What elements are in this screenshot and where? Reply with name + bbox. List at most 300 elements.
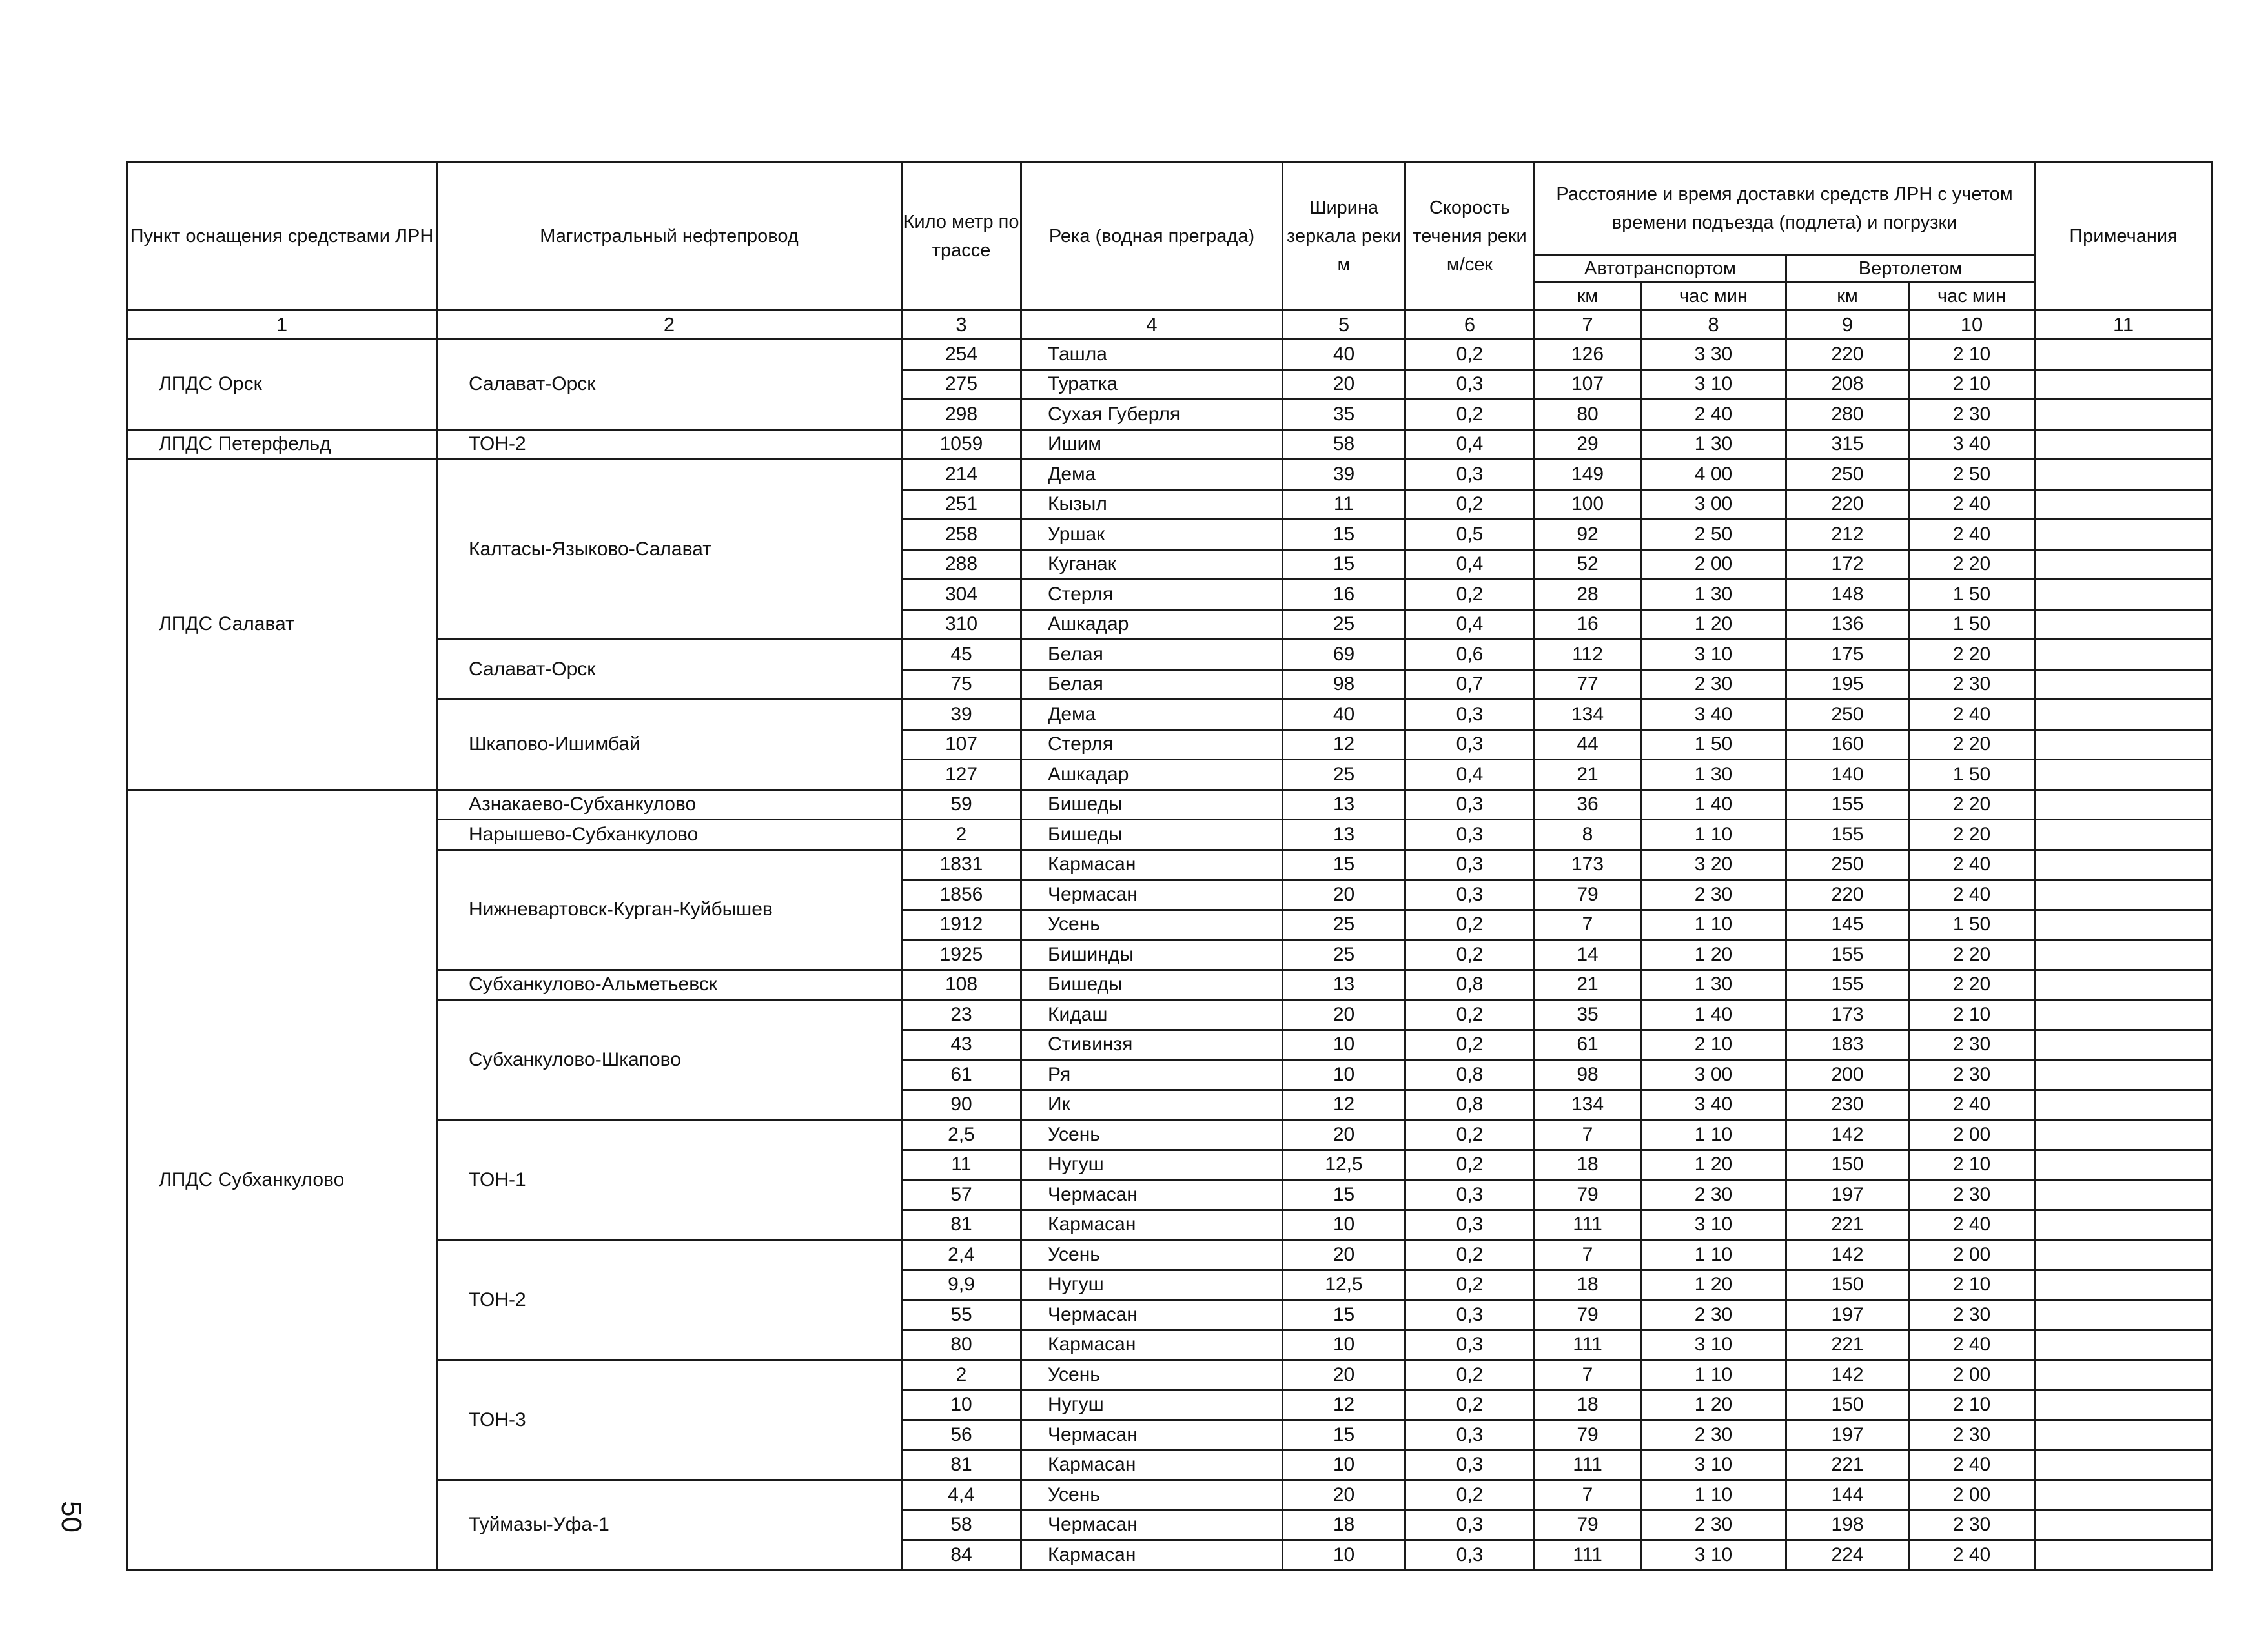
auto-time-cell: 1 40: [1641, 1000, 1786, 1030]
heli-time-cell: 2 10: [1909, 1150, 2035, 1180]
auto-time-cell: 2 30: [1641, 1510, 1786, 1540]
pipeline-cell: ТОН-3: [437, 1360, 902, 1480]
heli-km-cell: 150: [1786, 1150, 1909, 1180]
auto-km-cell: 134: [1535, 700, 1641, 730]
width-cell: 98: [1283, 669, 1405, 700]
heli-km-cell: 155: [1786, 789, 1909, 820]
width-cell: 69: [1283, 640, 1405, 670]
heli-time-cell: 2 40: [1909, 1450, 2035, 1480]
pipeline-cell: ТОН-2: [437, 429, 902, 460]
auto-km-cell: 18: [1535, 1150, 1641, 1180]
station-cell: ЛПДС Субханкулово: [127, 789, 437, 1570]
station-cell: ЛПДС Салават: [127, 460, 437, 790]
notes-cell: [2035, 1420, 2212, 1451]
auto-km-cell: 77: [1535, 669, 1641, 700]
auto-time-cell: 3 10: [1641, 369, 1786, 400]
km-cell: 2: [902, 1360, 1021, 1390]
speed-cell: 0,3: [1405, 789, 1535, 820]
auto-time-cell: 3 10: [1641, 640, 1786, 670]
heli-time-cell: 2 30: [1909, 1180, 2035, 1210]
speed-cell: 0,4: [1405, 429, 1535, 460]
speed-cell: 0,2: [1405, 1270, 1535, 1300]
width-cell: 13: [1283, 970, 1405, 1000]
auto-time-cell: 1 10: [1641, 1240, 1786, 1270]
river-cell: Усень: [1021, 1360, 1283, 1390]
heli-time-cell: 2 30: [1909, 1300, 2035, 1330]
river-cell: Бишинды: [1021, 940, 1283, 970]
notes-cell: [2035, 520, 2212, 550]
speed-cell: 0,3: [1405, 850, 1535, 880]
table-row: [127, 460, 2212, 490]
speed-cell: 0,3: [1405, 700, 1535, 730]
speed-cell: 0,3: [1405, 820, 1535, 850]
river-cell: Бишеды: [1021, 789, 1283, 820]
river-cell: Кармасан: [1021, 1540, 1283, 1571]
notes-cell: [2035, 1450, 2212, 1480]
table-row: [127, 700, 2212, 730]
auto-time-cell: 1 20: [1641, 940, 1786, 970]
heli-km-cell: 142: [1786, 1120, 1909, 1150]
heli-time-cell: 1 50: [1909, 910, 2035, 940]
auto-time-cell: 3 40: [1641, 1090, 1786, 1120]
heli-km-cell: 224: [1786, 1540, 1909, 1571]
heli-time-cell: 2 10: [1909, 369, 2035, 400]
speed-cell: 0,3: [1405, 1180, 1535, 1210]
auto-time-cell: 2 30: [1641, 1180, 1786, 1210]
notes-cell: [2035, 549, 2212, 580]
auto-km-cell: 18: [1535, 1390, 1641, 1420]
heli-km-cell: 144: [1786, 1480, 1909, 1511]
river-cell: Кызыл: [1021, 489, 1283, 520]
col-number: 10: [1909, 311, 2035, 340]
heli-km-cell: 183: [1786, 1030, 1909, 1060]
col-number: 1: [127, 311, 437, 340]
speed-cell: 0,2: [1405, 1240, 1535, 1270]
page-number: 50: [56, 1501, 87, 1533]
notes-cell: [2035, 580, 2212, 610]
width-cell: 12: [1283, 1390, 1405, 1420]
auto-time-cell: 1 10: [1641, 1120, 1786, 1150]
km-cell: 55: [902, 1300, 1021, 1330]
auto-time-cell: 3 10: [1641, 1210, 1786, 1240]
km-cell: 1856: [902, 880, 1021, 910]
speed-cell: 0,3: [1405, 880, 1535, 910]
auto-km-cell: 79: [1535, 1300, 1641, 1330]
heli-km-cell: 221: [1786, 1450, 1909, 1480]
speed-cell: 0,2: [1405, 400, 1535, 430]
heli-time-cell: 2 30: [1909, 1510, 2035, 1540]
auto-time-cell: 3 10: [1641, 1540, 1786, 1571]
river-cell: Усень: [1021, 1240, 1283, 1270]
river-cell: Чермасан: [1021, 1420, 1283, 1451]
notes-cell: [2035, 1180, 2212, 1210]
heli-time-cell: 2 40: [1909, 1540, 2035, 1571]
speed-cell: 0,8: [1405, 1060, 1535, 1090]
table-row: [127, 1240, 2212, 1270]
auto-km-cell: 100: [1535, 489, 1641, 520]
auto-km-cell: 8: [1535, 820, 1641, 850]
heli-km-cell: 197: [1786, 1180, 1909, 1210]
river-cell: Усень: [1021, 910, 1283, 940]
heli-km-cell: 197: [1786, 1300, 1909, 1330]
col-number: 7: [1535, 311, 1641, 340]
heli-time-cell: 2 20: [1909, 940, 2035, 970]
river-cell: Ашкадар: [1021, 760, 1283, 790]
km-cell: 1831: [902, 850, 1021, 880]
auto-time-cell: 1 30: [1641, 970, 1786, 1000]
heli-km-cell: 221: [1786, 1330, 1909, 1360]
heli-time-cell: 2 30: [1909, 1420, 2035, 1451]
heli-time-cell: 2 40: [1909, 880, 2035, 910]
auto-time-cell: 1 20: [1641, 1270, 1786, 1300]
heli-time-cell: 2 40: [1909, 520, 2035, 550]
heli-km-cell: 195: [1786, 669, 1909, 700]
river-cell: Чермасан: [1021, 1300, 1283, 1330]
header-heli-time: час мин: [1909, 283, 2035, 311]
header-speed: Скорость течения реки м/сек: [1405, 163, 1535, 311]
pipeline-cell: Туймазы-Уфа-1: [437, 1480, 902, 1571]
heli-time-cell: 2 40: [1909, 1210, 2035, 1240]
auto-km-cell: 80: [1535, 400, 1641, 430]
auto-km-cell: 18: [1535, 1270, 1641, 1300]
header-notes: Примечания: [2035, 163, 2212, 311]
river-cell: Дема: [1021, 460, 1283, 490]
notes-cell: [2035, 760, 2212, 790]
speed-cell: 0,3: [1405, 1420, 1535, 1451]
width-cell: 25: [1283, 609, 1405, 640]
auto-time-cell: 2 30: [1641, 1300, 1786, 1330]
auto-km-cell: 44: [1535, 729, 1641, 760]
notes-cell: [2035, 1150, 2212, 1180]
km-cell: 107: [902, 729, 1021, 760]
km-cell: 2,4: [902, 1240, 1021, 1270]
width-cell: 10: [1283, 1030, 1405, 1060]
auto-km-cell: 29: [1535, 429, 1641, 460]
km-cell: 90: [902, 1090, 1021, 1120]
km-cell: 43: [902, 1030, 1021, 1060]
speed-cell: 0,2: [1405, 1360, 1535, 1390]
speed-cell: 0,3: [1405, 729, 1535, 760]
header-width: Ширина зеркала реки м: [1283, 163, 1405, 311]
speed-cell: 0,2: [1405, 580, 1535, 610]
heli-km-cell: 315: [1786, 429, 1909, 460]
heli-km-cell: 198: [1786, 1510, 1909, 1540]
pipeline-cell: Нарышево-Субханкулово: [437, 820, 902, 850]
notes-cell: [2035, 970, 2212, 1000]
header-river: Река (водная преграда): [1021, 163, 1283, 311]
heli-time-cell: 2 40: [1909, 850, 2035, 880]
km-cell: 108: [902, 970, 1021, 1000]
speed-cell: 0,6: [1405, 640, 1535, 670]
heli-time-cell: 2 10: [1909, 340, 2035, 370]
col-number: 2: [437, 311, 902, 340]
river-cell: Кидаш: [1021, 1000, 1283, 1030]
header-auto-km: км: [1535, 283, 1641, 311]
speed-cell: 0,3: [1405, 460, 1535, 490]
river-cell: Белая: [1021, 669, 1283, 700]
heli-time-cell: 2 40: [1909, 700, 2035, 730]
river-cell: Чермасан: [1021, 880, 1283, 910]
header-heli: Вертолетом: [1786, 255, 2035, 283]
col-number: 4: [1021, 311, 1283, 340]
notes-cell: [2035, 880, 2212, 910]
auto-km-cell: 21: [1535, 970, 1641, 1000]
heli-km-cell: 172: [1786, 549, 1909, 580]
width-cell: 20: [1283, 880, 1405, 910]
heli-time-cell: 1 50: [1909, 760, 2035, 790]
width-cell: 15: [1283, 520, 1405, 550]
notes-cell: [2035, 369, 2212, 400]
km-cell: 275: [902, 369, 1021, 400]
heli-time-cell: 2 30: [1909, 669, 2035, 700]
width-cell: 40: [1283, 340, 1405, 370]
km-cell: 298: [902, 400, 1021, 430]
heli-km-cell: 145: [1786, 910, 1909, 940]
width-cell: 25: [1283, 760, 1405, 790]
table-row: [127, 820, 2212, 850]
km-cell: 1059: [902, 429, 1021, 460]
header-delivery-group: Расстояние и время доставки средств ЛРН с учетом времени подъезда (подлета) и погрузки: [1535, 163, 2035, 255]
width-cell: 12: [1283, 729, 1405, 760]
speed-cell: 0,2: [1405, 940, 1535, 970]
header-station: Пункт оснащения средствами ЛРН: [127, 163, 437, 311]
auto-time-cell: 1 30: [1641, 429, 1786, 460]
speed-cell: 0,4: [1405, 549, 1535, 580]
pipeline-cell: Салават-Орск: [437, 340, 902, 430]
speed-cell: 0,8: [1405, 970, 1535, 1000]
notes-cell: [2035, 609, 2212, 640]
auto-time-cell: 2 30: [1641, 880, 1786, 910]
heli-km-cell: 173: [1786, 1000, 1909, 1030]
speed-cell: 0,3: [1405, 1210, 1535, 1240]
pipeline-cell: ТОН-1: [437, 1120, 902, 1240]
heli-time-cell: 2 20: [1909, 820, 2035, 850]
heli-time-cell: 2 10: [1909, 1000, 2035, 1030]
table-row: [127, 1000, 2212, 1030]
width-cell: 20: [1283, 1240, 1405, 1270]
speed-cell: 0,2: [1405, 1000, 1535, 1030]
heli-time-cell: 2 30: [1909, 1030, 2035, 1060]
header-pipeline: Магистральный нефтепровод: [437, 163, 902, 311]
width-cell: 40: [1283, 700, 1405, 730]
width-cell: 12,5: [1283, 1270, 1405, 1300]
auto-km-cell: 111: [1535, 1450, 1641, 1480]
notes-cell: [2035, 1270, 2212, 1300]
notes-cell: [2035, 1120, 2212, 1150]
auto-km-cell: 21: [1535, 760, 1641, 790]
river-cell: Бишеды: [1021, 970, 1283, 1000]
heli-km-cell: 230: [1786, 1090, 1909, 1120]
km-cell: 81: [902, 1450, 1021, 1480]
pipeline-cell: Субханкулово-Альметьевск: [437, 970, 902, 1000]
speed-cell: 0,2: [1405, 1390, 1535, 1420]
notes-cell: [2035, 1480, 2212, 1511]
notes-cell: [2035, 940, 2212, 970]
auto-time-cell: 1 40: [1641, 789, 1786, 820]
auto-km-cell: 35: [1535, 1000, 1641, 1030]
speed-cell: 0,2: [1405, 340, 1535, 370]
notes-cell: [2035, 789, 2212, 820]
river-cell: Бишеды: [1021, 820, 1283, 850]
km-cell: 2: [902, 820, 1021, 850]
auto-km-cell: 149: [1535, 460, 1641, 490]
auto-time-cell: 1 10: [1641, 1360, 1786, 1390]
col-number: 11: [2035, 311, 2212, 340]
auto-km-cell: 28: [1535, 580, 1641, 610]
km-cell: 11: [902, 1150, 1021, 1180]
pipeline-cell: Субханкулово-Шкапово: [437, 1000, 902, 1120]
heli-km-cell: 197: [1786, 1420, 1909, 1451]
width-cell: 15: [1283, 1420, 1405, 1451]
table-row: [127, 340, 2212, 370]
width-cell: 25: [1283, 940, 1405, 970]
auto-km-cell: 79: [1535, 1420, 1641, 1451]
notes-cell: [2035, 669, 2212, 700]
notes-cell: [2035, 640, 2212, 670]
width-cell: 15: [1283, 1180, 1405, 1210]
heli-km-cell: 140: [1786, 760, 1909, 790]
width-cell: 18: [1283, 1510, 1405, 1540]
notes-cell: [2035, 1030, 2212, 1060]
notes-cell: [2035, 1060, 2212, 1090]
heli-time-cell: 2 50: [1909, 460, 2035, 490]
km-cell: 254: [902, 340, 1021, 370]
heli-km-cell: 155: [1786, 970, 1909, 1000]
km-cell: 58: [902, 1510, 1021, 1540]
heli-time-cell: 2 20: [1909, 729, 2035, 760]
auto-time-cell: 1 10: [1641, 1480, 1786, 1511]
notes-cell: [2035, 1390, 2212, 1420]
auto-km-cell: 111: [1535, 1330, 1641, 1360]
col-number: 6: [1405, 311, 1535, 340]
heli-km-cell: 250: [1786, 460, 1909, 490]
width-cell: 20: [1283, 1480, 1405, 1511]
heli-km-cell: 250: [1786, 850, 1909, 880]
river-cell: Кармасан: [1021, 1210, 1283, 1240]
km-cell: 4,4: [902, 1480, 1021, 1511]
auto-time-cell: 1 10: [1641, 910, 1786, 940]
col-number: 8: [1641, 311, 1786, 340]
auto-time-cell: 1 30: [1641, 580, 1786, 610]
speed-cell: 0,3: [1405, 1300, 1535, 1330]
river-cell: Нугуш: [1021, 1150, 1283, 1180]
speed-cell: 0,2: [1405, 1480, 1535, 1511]
col-number: 5: [1283, 311, 1405, 340]
pipeline-cell: Нижневартовск-Курган-Куйбышев: [437, 850, 902, 970]
km-cell: 1925: [902, 940, 1021, 970]
notes-cell: [2035, 729, 2212, 760]
notes-cell: [2035, 910, 2212, 940]
speed-cell: 0,4: [1405, 760, 1535, 790]
width-cell: 25: [1283, 910, 1405, 940]
width-cell: 20: [1283, 1360, 1405, 1390]
auto-time-cell: 1 20: [1641, 1390, 1786, 1420]
heli-time-cell: 1 50: [1909, 580, 2035, 610]
auto-time-cell: 2 50: [1641, 520, 1786, 550]
pipeline-cell: Азнакаево-Субханкулово: [437, 789, 902, 820]
river-cell: Ик: [1021, 1090, 1283, 1120]
notes-cell: [2035, 1240, 2212, 1270]
heli-time-cell: 2 00: [1909, 1360, 2035, 1390]
auto-time-cell: 3 00: [1641, 1060, 1786, 1090]
auto-time-cell: 3 10: [1641, 1450, 1786, 1480]
heli-time-cell: 2 20: [1909, 549, 2035, 580]
width-cell: 15: [1283, 1300, 1405, 1330]
heli-km-cell: 150: [1786, 1390, 1909, 1420]
document-page: [126, 161, 2211, 1565]
width-cell: 12: [1283, 1090, 1405, 1120]
auto-time-cell: 1 10: [1641, 820, 1786, 850]
speed-cell: 0,2: [1405, 1150, 1535, 1180]
width-cell: 10: [1283, 1540, 1405, 1571]
notes-cell: [2035, 700, 2212, 730]
width-cell: 20: [1283, 1000, 1405, 1030]
notes-cell: [2035, 1300, 2212, 1330]
heli-km-cell: 220: [1786, 340, 1909, 370]
heli-time-cell: 2 00: [1909, 1240, 2035, 1270]
width-cell: 20: [1283, 369, 1405, 400]
river-cell: Ишим: [1021, 429, 1283, 460]
auto-time-cell: 2 10: [1641, 1030, 1786, 1060]
km-cell: 214: [902, 460, 1021, 490]
heli-time-cell: 3 40: [1909, 429, 2035, 460]
auto-km-cell: 126: [1535, 340, 1641, 370]
heli-km-cell: 136: [1786, 609, 1909, 640]
col-number: 9: [1786, 311, 1909, 340]
km-cell: 127: [902, 760, 1021, 790]
auto-km-cell: 79: [1535, 880, 1641, 910]
river-cell: Дема: [1021, 700, 1283, 730]
width-cell: 13: [1283, 820, 1405, 850]
heli-time-cell: 2 20: [1909, 640, 2035, 670]
notes-cell: [2035, 1540, 2212, 1571]
km-cell: 304: [902, 580, 1021, 610]
auto-time-cell: 4 00: [1641, 460, 1786, 490]
heli-time-cell: 2 10: [1909, 1390, 2035, 1420]
col-number: 3: [902, 311, 1021, 340]
river-cell: Уршак: [1021, 520, 1283, 550]
table-header: [127, 163, 2212, 340]
river-cell: Сухая Губерля: [1021, 400, 1283, 430]
heli-km-cell: 280: [1786, 400, 1909, 430]
notes-cell: [2035, 340, 2212, 370]
km-cell: 56: [902, 1420, 1021, 1451]
notes-cell: [2035, 1000, 2212, 1030]
auto-km-cell: 107: [1535, 369, 1641, 400]
river-cell: Стерля: [1021, 580, 1283, 610]
km-cell: 80: [902, 1330, 1021, 1360]
auto-time-cell: 2 30: [1641, 669, 1786, 700]
auto-km-cell: 111: [1535, 1210, 1641, 1240]
auto-time-cell: 2 30: [1641, 1420, 1786, 1451]
heli-km-cell: 220: [1786, 489, 1909, 520]
km-cell: 1912: [902, 910, 1021, 940]
river-cell: Кармасан: [1021, 850, 1283, 880]
pipeline-cell: Калтасы-Языково-Салават: [437, 460, 902, 640]
auto-time-cell: 1 20: [1641, 1150, 1786, 1180]
width-cell: 10: [1283, 1210, 1405, 1240]
heli-km-cell: 150: [1786, 1270, 1909, 1300]
km-cell: 84: [902, 1540, 1021, 1571]
km-cell: 23: [902, 1000, 1021, 1030]
notes-cell: [2035, 1210, 2212, 1240]
speed-cell: 0,3: [1405, 1330, 1535, 1360]
km-cell: 251: [902, 489, 1021, 520]
column-number-row: [127, 311, 2212, 340]
pipeline-cell: Шкапово-Ишимбай: [437, 700, 902, 790]
river-cell: Ашкадар: [1021, 609, 1283, 640]
auto-km-cell: 79: [1535, 1510, 1641, 1540]
